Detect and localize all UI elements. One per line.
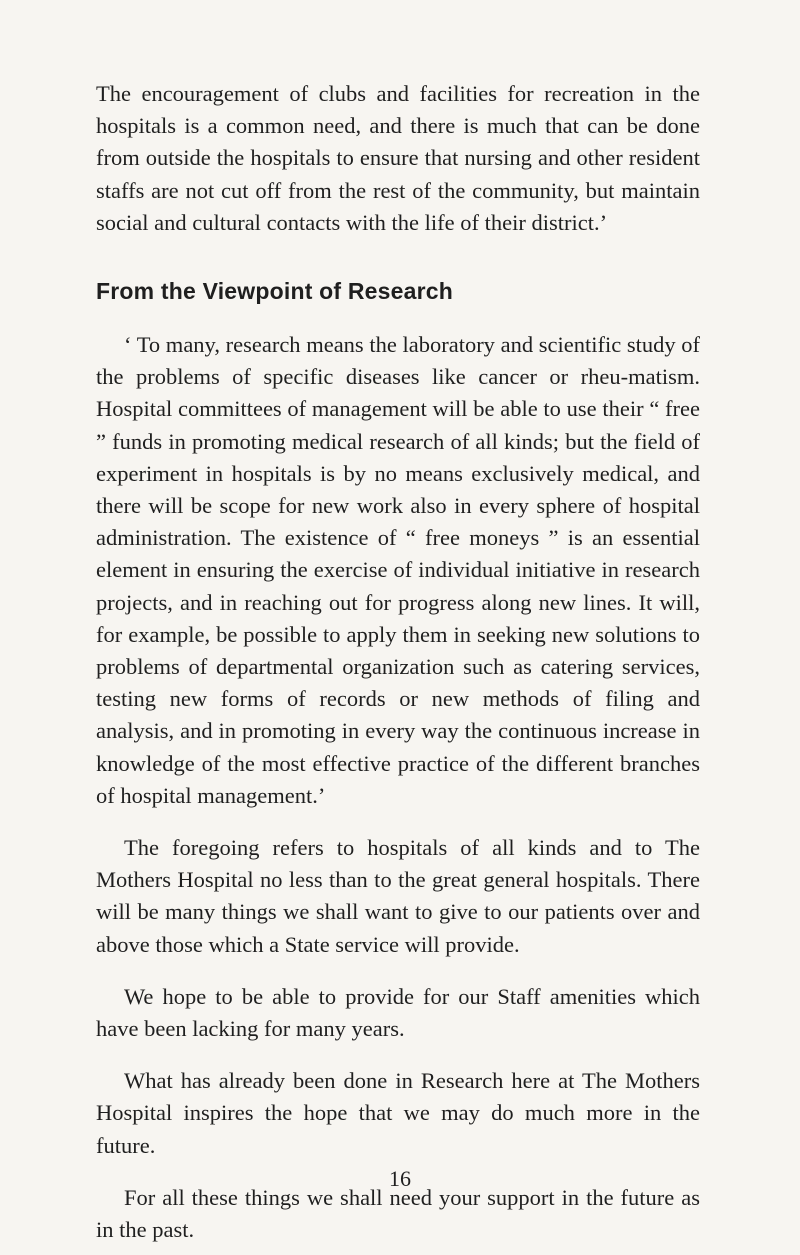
staff-paragraph: We hope to be able to provide for our Staff amenities which have been lacking for many years. [96, 983, 700, 1042]
intro-paragraph: The encouragement of clubs and facilities for recreation in the hospitals is a common need, and there is much that can be done from outside the hospitals to ensure that nursing and other resident staffs are not cut off from the rest of the community, but maintain social and cultural contacts with the life of their district.’ [96, 81, 700, 235]
document-page [96, 78, 700, 1246]
research-here-paragraph: What has already been done in Research here at The Mothers Hospital inspires the hope that we may do much more in the future. [96, 1068, 700, 1158]
support-paragraph: For all these things we shall need your support in the future as in the past. [96, 1184, 700, 1243]
section-heading: From the Viewpoint of Research [96, 278, 454, 305]
research-paragraph: ‘ To many, research means the laboratory and scientific study of the problems of specific diseases like cancer or rheu-matism. Hospital committees of management will be able to use their “ free ” funds in promoting medical research of all kinds; but the field of experiment in hospitals is by no means exclusively medical, and there will be scope for new work also in every sphere of hospital administration. The existence of “ free moneys ” is an essential element in ensuring the exercise of individual initiative in research projects, and in reaching out for progress along new lines. It will, for example, be possible to apply them in seeking new solutions to problems of departmental organization such as catering services, testing new forms of records or new methods of filing and analysis, and in promoting in every way the continuous increase in knowledge of the most effective practice of the different branches of hospital management.’ [96, 332, 700, 808]
foregoing-paragraph: The foregoing refers to hospitals of all kinds and to The Mothers Hospital no less than to the great general hospitals. There will be many things we shall want to give to our patients over and above those which a State service will provide. [96, 835, 700, 957]
page-number: 16 [389, 1166, 411, 1191]
